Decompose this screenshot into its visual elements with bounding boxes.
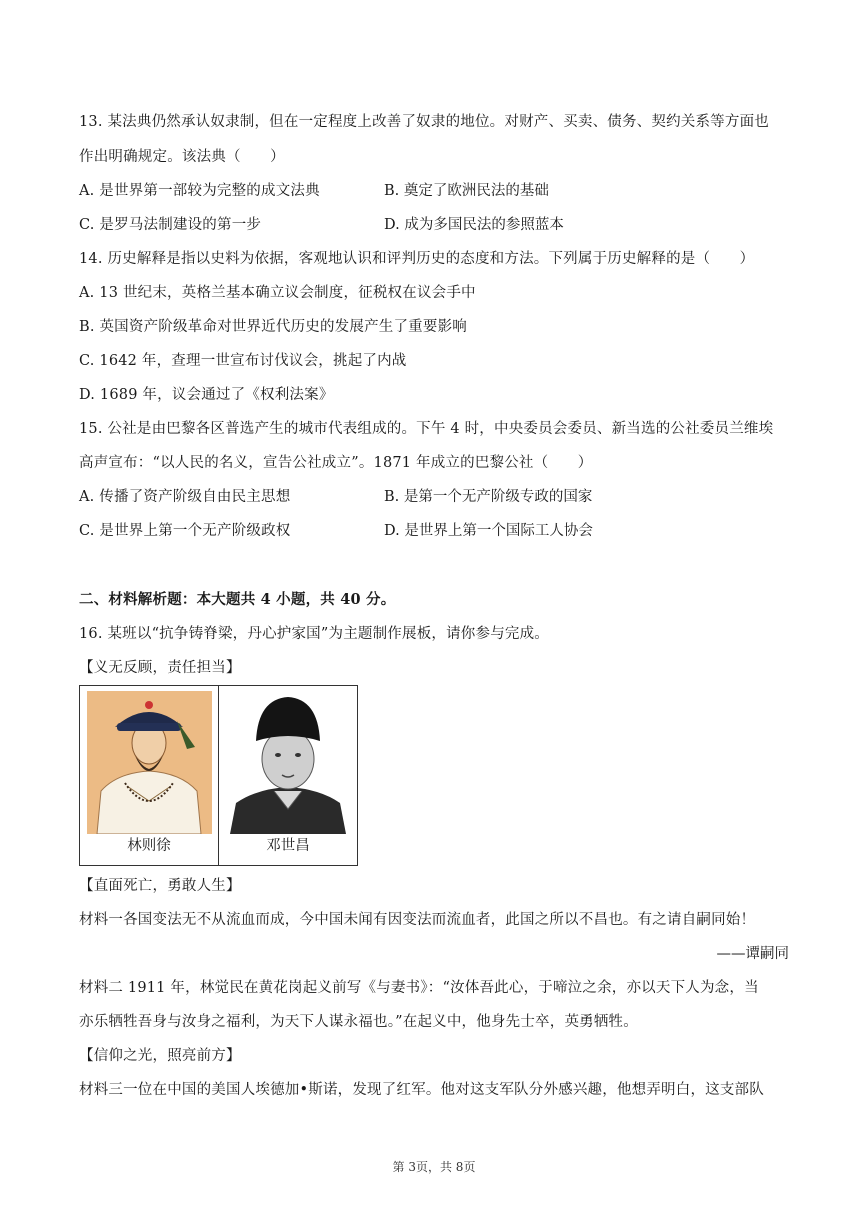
q15-stem-line1: 15. 公社是由巴黎各区普选产生的城市代表组成的。下午 4 时，中央委员会委员、新当选的公社委员兰维埃 [79,421,774,437]
q13-option-b: B. 奠定了欧洲民法的基础 [384,183,549,199]
q14-option-a: A. 13 世纪末，英格兰基本确立议会制度，征税权在议会手中 [79,285,476,301]
portrait-caption-deng-shichang: 邓世昌 [266,838,310,854]
lin-zexu-portrait-image [87,691,212,834]
portrait-caption-lin-zexu: 林则徐 [127,838,171,854]
portrait-cell-deng-shichang [219,686,357,865]
q14-stem: 14. 历史解释是指以史料为依据，客观地认识和评判历史的态度和方法。下列属于历史解释的是（ ） [79,251,755,267]
portrait-cell-lin-zexu [80,686,219,865]
q15-stem-line2: 高声宣布：“以人民的名义，宣告公社成立”。1871 年成立的巴黎公社（ ） [79,455,593,471]
q14-option-b: B. 英国资产阶级革命对世界近代历史的发展产生了重要影响 [79,319,467,335]
q15-option-a: A. 传播了资产阶级自由民主思想 [79,489,291,505]
q15-option-d: D. 是世界上第一个国际工人协会 [384,523,593,539]
portrait-table [79,685,358,866]
q13-stem-line1: 13. 某法典仍然承认奴隶制，但在一定程度上改善了奴隶的地位。对财产、买卖、债务、契约关系等方面也 [79,114,769,130]
q13-stem-line2: 作出明确规定。该法典（ ） [79,149,285,165]
q16-material-3: 材料三一位在中国的美国人埃德加•斯诺，发现了红军。他对这支军队分外感兴趣，他想弄明白，这支部队 [79,1082,764,1098]
q14-option-c: C. 1642 年，查理一世宣布讨伐议会，挑起了内战 [79,353,407,369]
q16-material-2-line2: 亦乐牺牲吾身与汝身之福利，为天下人谋永福也。”在起义中，他身先士卒，英勇牺牲。 [79,1014,638,1030]
q14-option-d: D. 1689 年，议会通过了《权利法案》 [79,387,334,403]
q13-option-a: A. 是世界第一部较为完整的成文法典 [79,183,320,199]
q16-subheading-3: 【信仰之光，照亮前方】 [79,1048,241,1064]
q16-stem: 16. 某班以“抗争铸脊梁，丹心护家国”为主题制作展板，请你参与完成。 [79,626,549,642]
deng-shichang-portrait-image [226,691,350,834]
q13-option-c: C. 是罗马法制建设的第一步 [79,217,262,233]
section-heading: 二、材料解析题：本大题共 4 小题，共 40 分。 [79,591,396,608]
q16-material-1-source: ——谭嗣同 [716,946,789,962]
page-footer: 第 3页，共 8页 [392,1160,476,1174]
q15-option-c: C. 是世界上第一个无产阶级政权 [79,523,291,539]
q16-material-1: 材料一各国变法无不从流血而成，今中国未闻有因变法而流血者，此国之所以不昌也。有之请自嗣同始！ [79,912,756,928]
q13-option-d: D. 成为多国民法的参照蓝本 [384,217,564,233]
q16-subheading-1: 【义无反顾，责任担当】 [79,660,241,676]
q15-option-b: B. 是第一个无产阶级专政的国家 [384,489,593,505]
q16-subheading-2: 【直面死亡，勇敢人生】 [79,878,241,894]
q16-material-2-line1: 材料二 1911 年，林觉民在黄花岗起义前写《与妻书》：“汝体吾此心，于啼泣之余，亦以天下人为念，当 [79,980,759,996]
